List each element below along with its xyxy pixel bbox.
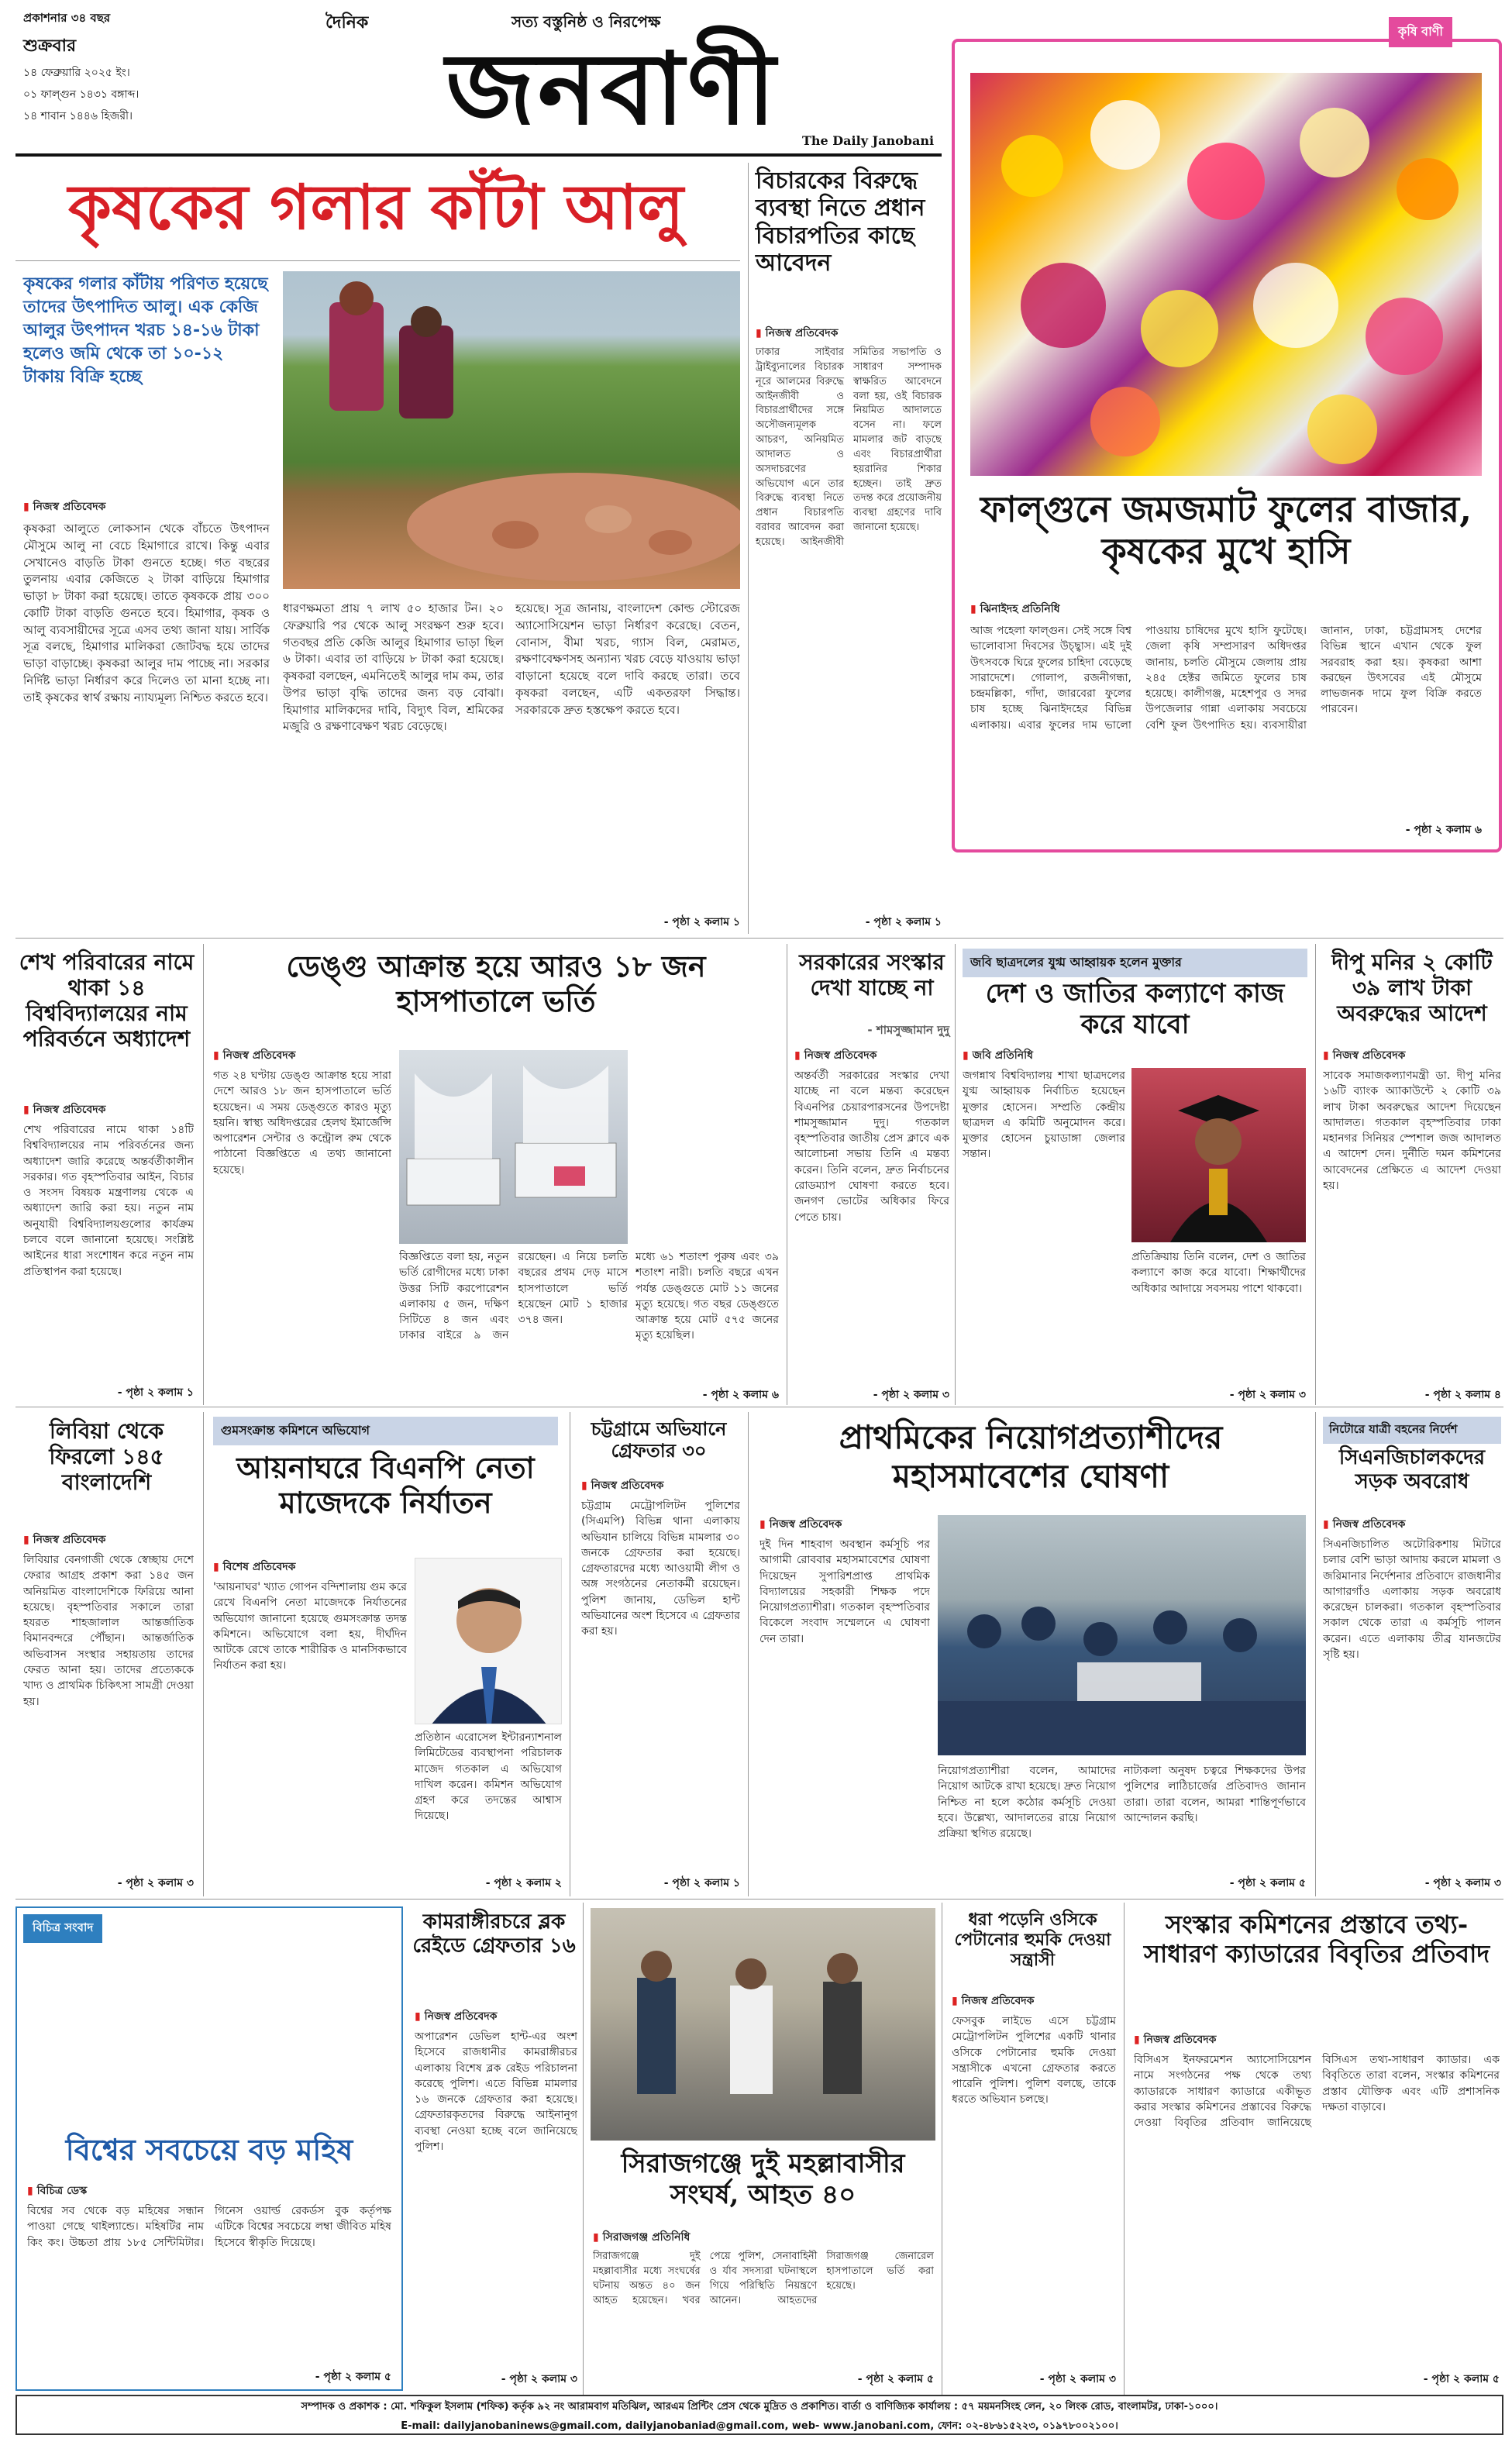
cng-headline: সিএনজিচালকদের সড়ক অবরোধ [1338,1446,1486,1493]
dipu-body: সাবেক সমাজকল্যাণমন্ত্রী ডা. দীপু মনির ১৬টি ব্যাংক অ্যাকাউন্টে ২ কোটি ৩৯ লাখ টাকা অবরুদ্ধের আদেশ দিয়েছেন আদালত। গতকাল বৃহস্পতিবার ঢাকা মহানগর সিনিয়র স্পেশাল জজ আদালত এ আদেশ দেন। দুর্নীতি দমন কমিশনের আবেদনের প্রেক্ষিতে এ আদেশ দেওয়া হয়। [1323,1069,1501,1193]
publication-year: প্রকাশনার ৩৪ বছর [23,11,111,25]
graduate-figure-graphic [1131,1068,1306,1242]
libya-more[interactable]: - পৃষ্ঠা ২ কলাম ৩ [117,1877,194,1889]
jobi-body-1: জগন্নাথ বিশ্ববিদ্যালয় শাখা ছাত্রদলের যুগ্ম আহ্বায়ক নির্বাচিত হয়েছেন মুক্তার হোসেন। সম্প্রতি কেন্দ্রীয় ছাত্রদল এ কমিটি অনুমোদন করে। মুক্তার হোসেন চুয়াডাঙ্গা জেলার সন্তান। [963,1069,1125,1161]
jobi-more[interactable]: - পৃষ্ঠা ২ কলাম ৩ [1229,1389,1306,1401]
sheikh-more[interactable]: - পৃষ্ঠা ২ কলাম ১ [117,1386,194,1399]
bichitro-body: বিশ্বের সব থেকে বড় মহিষের সন্ধান পাওয়া গেছে থাইল্যান্ডে। মহিষটির নাম কিং কং। উচ্চতা প্রায় ১৮৫ সেন্টিমিটার। গিনেস ওয়ার্ল্ড রেকর্ডস বুক কর্তৃপক্ষ এটিকে বিশ্বের সবচেয়ে লম্বা জীবিত মহিষ হিসেবে স্বীকৃতি দিয়েছে। [27,2205,391,2249]
potato-field-photo [283,271,740,589]
hospital-beds-graphic [399,1050,628,1244]
libya-byline: ▮ নিজস্ব প্রতিবেদক [23,1531,105,1549]
divider-threat-cadre [1124,1903,1125,2395]
divider-ctg-primary [748,1412,749,1896]
row-rule-1 [15,938,1503,939]
dengue-body-1: গত ২৪ ঘণ্টায় ডেঙ্গু আক্রান্ত হয়ে সারা দেশে আরও ১৮ জন হাসপাতালে ভর্তি হয়েছেন। এ সময় ডেঙ্গুতে কারও মৃত্যু হয়নি। স্বাস্থ্য অধিদপ্তরের হেলথ ইমার্জেন্সি অপারেশন সেন্টার ও কন্ট্রোল রুম থেকে পাঠানো বিজ্ঞপ্তিতে এ তথ্য জানানো হয়েছে। [213,1069,391,1176]
ayna-headline: আয়নাঘরে বিএনপি নেতা মাজেদকে নির্যাতন [236,1450,535,1520]
english-title: The Daily Janobani [802,133,935,148]
primary-body-1: দুই দিন শাহবাগ অবস্থান কর্মসূচি পর আগামী রোববার মহাসমাবেশের ঘোষণা দিয়েছেন সুপারিশপ্রাপ্ত প্রাথমিক বিদ্যালয়ের সহকারী শিক্ষক পদে নিয়োগপ্রত্যাশীরা। গতকাল বৃহস্পতিবার বিকেলে সংবাদ সম্মেলনে এ ঘোষণা দেন তারা। [759,1538,930,1645]
slogan: সত্য বস্তুনিষ্ঠ ও নিরপেক্ষ [511,12,661,31]
imprint-line-1: সম্পাদক ও প্রকাশক : মো. শফিকুল ইসলাম (শফিক) কর্তৃক ৯২ নং আরামবাগ মতিঝিল, আরএম প্রিন্টিং প্রেস থেকে মুদ্রিত ও প্রকাশিত। বার্তা ও বাণিজ্যিক কার্যালয় : ৫৭ ময়মনসিংহ লেন, ২০ লিংক রোড, বাংলামটর, ঢাকা-১০০০। [301,2401,1218,2413]
divider-sheikh-dengue [203,944,204,1405]
ctg-body: চট্টগ্রাম মেট্রোপলিটন পুলিশের (সিএমপি) বিভিন্ন থানা এলাকায় অভিযান চালিয়ে বিভিন্ন মামলার ৩০ জনকে গ্রেফতার করা হয়েছে। গ্রেফতারদের মধ্যে আওয়ামী লীগ ও অঙ্গ সংগঠনের নেতাকর্মী রয়েছেন। পুলিশ জানায়, ডেভিল হান্ট অভিযানের অংশ হিসেবে এ গ্রেফতার করা হয়। [581,1500,740,1638]
divider-reform-jobi [955,944,956,1405]
primary-headline: প্রাথমিকের নিয়োগপ্রত্যাশীদের মহাসমাবেশের ঘোষণা [839,1418,1223,1495]
ayna-more[interactable]: - পৃষ্ঠা ২ কলাম ২ [485,1877,562,1889]
jobi-label: জবি ছাত্রদলের যুগ্ম আহ্বায়ক হলেন মুক্তার [963,949,1307,977]
bichitro-headline: বিশ্বের সবচেয়ে বড় মহিষ [65,2132,353,2167]
graduate-photo [1131,1068,1306,1242]
sirajganj-clash-photo [591,1908,935,2141]
reform-headline: সরকারের সংস্কার দেখা যাচ্ছে না [799,949,945,1001]
jobi-byline: ▮ জবি প্রতিনিধি [963,1046,1033,1065]
lead-body-2: ধারণক্ষমতা প্রায় ৭ লাখ ৫০ হাজার টন। ২০ ফেব্রুয়ারি পর থেকে আলু সংরক্ষণ শুরু হবে। গতবছর প্রতি কেজি আলুর হিমাগার ভাড়া ছিল ৬ টাকা। এবার তা বাড়িয়ে ৮ টাকা করা হয়েছে। কৃষকরা বলছেন, এমনিতেই আলুর দাম কম, তার উপর ভাড়া বৃদ্ধি তাদের জন্য বড় বোঝা। হিমাগার মালিকদের দাবি, বিদ্যুৎ বিল, শ্রমিকের মজুরি ও রক্ষণাবেক্ষণ খরচ বেড়েছে। [283,601,504,734]
judge-byline: ▮ নিজস্ব প্রতিবেদক [756,324,838,343]
sheikh-body: শেখ পরিবারের নামে থাকা ১৪টি বিশ্ববিদ্যালয়ের নাম পরিবর্তনের জন্য অধ্যাদেশ জারি করেছে অন্তর্বর্তীকালীন সরকার। গত বৃহস্পতিবার আইন, বিচার ও সংসদ বিষয়ক মন্ত্রণালয় থেকে এ অধ্যাদেশ জারি করা হয়। নতুন নাম অনুযায়ী বিশ্ববিদ্যালয়গুলোর কার্যক্রম চলবে বলে জানানো হয়েছে। সংশ্লিষ্ট আইনের ধারা সংশোধন করে নতুন নাম প্রতিস্থাপন করা হয়েছে। [23,1124,194,1278]
portrait-figure-graphic [415,1559,562,1724]
lead-body-1: কৃষকরা আলুতে লোকসান থেকে বাঁচতে উৎপাদন মৌসুমে আলু না বেচে হিমাগারে রাখে। কিন্তু এবার সেখানেও বাড়তি টাকা গুনতে হচ্ছে। গত বছরের তুলনায় এবার কেজিতে ২ টাকা বাড়িয়ে হিমাগার ভাড়া ৮ টাকা করা হয়েছে। তাতে কৃষককে প্রায় ৩০০ কোটি টাকা বাড়তি গুনতে হবে। হিমাগার, কৃষক ও আলু ব্যবসায়ীদের সূত্রে এসব তথ্য জানা যায়। সার্বিক সূত্র বলছে, হিমাগার মালিকরা জোটবদ্ধ হয়ে তাদের ভাড়া বাড়াচ্ছে। কৃষকরা আলুর দাম পাচ্ছে না। সরকার নির্দিষ্ট ভাড়া নির্ধারণ করে দিলেও তা মানা হচ্ছে না। তাই কৃষকের স্বার্থ রক্ষায় ন্যায্যমূল্য নিশ্চিত করতে হবে। [23,522,270,704]
dipu-byline: ▮ নিজস্ব প্রতিবেদক [1323,1046,1405,1065]
reform-byline: ▮ নিজস্ব প্রতিবেদক [794,1046,877,1065]
date-english: ১৪ ফেব্রুয়ারি ২০২৫ ইং। [23,67,130,79]
divider-libya-ayna [203,1412,204,1896]
lead-body-3: হয়েছে। সূত্র জানায়, বাংলাদেশ কোল্ড স্টোরেজ অ্যাসোসিয়েশন ভাড়া নির্ধারণ করেছে। বেতন, বোনাস, বীমা খরচ, গ্যাস বিল, মেরামত, রক্ষণাবেক্ষণসহ অন্যান্য খরচ বেড়ে যাওয়ায় ভাড়া বাড়ানো হয়েছে বলে দাবি করছে তারা। তবে কৃষকরা বলছেন, এটি একতরফা সিদ্ধান্ত। সরকারকে দ্রুত হস্তক্ষেপ করতে হবে। [515,601,740,717]
jobi-headline: দেশ ও জাতির কল্যাণে কাজ করে যাবো [985,978,1285,1041]
threat-headline: ধরা পড়েনি ওসিকে পেটানোর হুমকি দেওয়া সন্ত্রাসী [954,1910,1111,1970]
dengue-body-3: মধ্যে ৬১ শতাংশ পুরুষ এবং ৩৯ শতাংশ নারী। চলতি বছরে এখন পর্যন্ত ডেঙ্গুতে মোট ১১ জনের মৃত্যু হয়েছে। গত বছর ডেঙ্গুতে আক্রান্ত হয়ে মোট ৫৭৫ জনের মৃত্যু হয়েছিল। [635,1251,779,1342]
lead-headline: কৃষকের গলার কাঁটা আলু [68,170,684,243]
judge-body: ঢাকার সাইবার ট্রাইব্যুনালের বিচারক নূরে আলমের বিরুদ্ধে আইনজীবী ও বিচারপ্রার্থীদের সঙ্গে অসৌজন্যমূলক আচরণ, অনিয়মিত আদালত ও অসদাচরণের অভিযোগ এনে তার বিরুদ্ধে ব্যবস্থা নিতে প্রধান বিচারপতি বরাবর আবেদন করা হয়েছে। আইনজীবী সমিতির সভাপতি ও সাধারণ সম্পাদক স্বাক্ষরিত আবেদনে বলা হয়, ওই বিচারক নিয়মিত আদালতে বসেন না। ফলে মামলার জট বাড়ছে এবং বিচারপ্রার্থীরা হয়রানির শিকার হচ্ছেন। তাই দ্রুত তদন্ত করে প্রয়োজনীয় ব্যবস্থা গ্রহণের দাবি জানানো হয়েছে। [756,346,942,548]
protest-photo [938,1515,1306,1755]
lead-more[interactable]: - পৃষ্ঠা ২ কলাম ১ [663,916,740,928]
threat-more[interactable]: - পৃষ্ঠা ২ কলাম ৩ [1039,2373,1116,2385]
ctg-byline: ▮ নিজস্ব প্রতিবেদক [581,1476,663,1495]
bichitro-more[interactable]: - পৃষ্ঠা ২ কলাম ৫ [315,2371,391,2383]
dengue-body-2: বিজ্ঞপ্তিতে বলা হয়, নতুন ভর্তি রোগীদের মধ্যে ঢাকা উত্তর সিটি করপোরেশন এলাকায় ৫ জন, দক্ষিণ সিটিতে ৪ জন এবং ঢাকার বাইরে ৯ জন রয়েছেন। এ নিয়ে চলতি বছরের প্রথম দেড় মাসে হাসপাতালে ভর্তি হয়েছেন মোট ১ হাজার ৩৭৪ জন। [399,1251,628,1342]
brand-prefix: দৈনিক [325,13,369,33]
divider-jobi-dipu [1315,944,1316,1405]
krishi-more[interactable]: - পৃষ্ঠা ২ কলাম ৬ [1405,824,1482,836]
lead-summary: কৃষকের গলার কাঁটায় পরিণত হয়েছে তাদের উৎপাদিত আলু। এক কেজি আলুর উৎপাদন খরচ ১৪-১৬ টাকা হলেও জমি থেকে তা ১০-১২ টাকায় বিক্রি হচ্ছে [23,274,268,387]
cadre-body: বিসিএস ইনফরমেশন অ্যাসোসিয়েশন নামে সংগঠনের পক্ষ থেকে তথ্য ক্যাডারকে সাধারণ ক্যাডারে একীভূত করার সংস্কার কমিশনের প্রস্তাবের বিরুদ্ধে দেওয়া বিবৃতির প্রতিবাদ জানিয়েছে বিসিএস তথ্য-সাধারণ ক্যাডার। এক বিবৃতিতে তারা বলেন, সংস্কার কমিশনের প্রস্তাব যৌক্তিক এবং এটি প্রশাসনিক দক্ষতা বাড়াবে। [1134,2054,1500,2130]
bichitro-byline: ▮ বিচিত্র ডেস্ক [27,2182,87,2200]
dengue-more[interactable]: - পৃষ্ঠা ২ কলাম ৬ [702,1389,779,1401]
date-bangla: ০১ ফাল্গুন ১৪৩১ বঙ্গাব্দ। [23,88,139,101]
krishi-headline: ফাল্গুনে জমজমাট ফুলের বাজার, কৃষকের মুখে হাসি [980,488,1472,573]
row-rule-3 [15,1899,1503,1900]
police-crowd-graphic [938,1515,1306,1755]
divider-primary-cng [1315,1412,1316,1896]
judge-more[interactable]: - পৃষ্ঠা ২ কলাম ১ [865,916,942,928]
weekday: শুক্রবার [23,36,77,56]
kamrangir-more[interactable]: - পৃষ্ঠা ২ কলাম ৩ [501,2373,577,2385]
ayna-label: গুমসংক্রান্ত কমিশনে অভিযোগ [213,1417,558,1445]
siraj-byline: ▮ সিরাজগঞ্জ প্রতিনিধি [593,2228,690,2247]
ctg-more[interactable]: - পৃষ্ঠা ২ কলাম ১ [663,1877,740,1889]
cng-label: নিটোরে যাত্রী বহনের নির্দেশ [1323,1417,1501,1444]
cng-more[interactable]: - পৃষ্ঠা ২ কলাম ৩ [1424,1877,1501,1889]
primary-body-2: নিয়োগপ্রত্যাশীরা বলেন, আমাদের নিয়োগ আটকে রাখা হয়েছে। দ্রুত নিয়োগ নিশ্চিত না হলে কঠোর কর্মসূচি দেওয়া হবে। উল্লেখ্য, আদালতের রায়ে নিয়োগ প্রক্রিয়া স্থগিত রয়েছে। [938,1765,1116,1841]
threat-body: ফেসবুক লাইভে এসে চট্টগ্রাম মেট্রোপলিটন পুলিশের একটি থানার ওসিকে পেটানোর হুমকি দেওয়া সন্ত্রাসীকে এখনো গ্রেফতার করতে পারেনি পুলিশ। পুলিশ বলছে, তাকে ধরতে অভিযান চলছে। [952,2015,1116,2106]
cadre-more[interactable]: - পৃষ্ঠা ২ কলাম ৫ [1423,2373,1500,2385]
kamrangir-headline: কামরাঙ্গীরচরে ব্লক রেইডে গ্রেফতার ১৬ [412,1910,576,1958]
jobi-body-2: প্রতিক্রিয়ায় তিনি বলেন, দেশ ও জাতির কল্যাণে কাজ করে যাবো। শিক্ষার্থীদের অধিকার আদায়ে সবসময় পাশে থাকবো। [1131,1251,1306,1295]
masthead-rule [15,153,942,157]
siraj-more[interactable]: - পৃষ্ঠা ২ কলাম ৫ [857,2373,934,2385]
ayna-byline: ▮ বিশেষ প্রতিবেদক [213,1558,295,1576]
primary-more[interactable]: - পৃষ্ঠা ২ কলাম ৫ [1229,1877,1306,1889]
section-tag-bichitro: বিচিত্র সংবাদ [23,1914,102,1943]
primary-body-3: নাট্যকলা অনুষদ চত্বরে শিক্ষকদের উপর পুলিশের লাঠিচার্জের প্রতিবাদও জানান তারা। তারা বলেন, আমরা শান্তিপূর্ণভাবে আন্দোলন করছি। [1124,1765,1306,1824]
cadre-headline: সংস্কার কমিশনের প্রস্তাবে তথ্য-সাধারণ ক্যাডারের বিবৃতির প্রতিবাদ [1143,1910,1490,1968]
krishi-byline: ▮ ঝিনাইদহ প্রতিনিধি [970,600,1060,618]
ayna-body-1: 'আয়নাঘর' খ্যাত গোপন বন্দিশালায় গুম করে রেখে বিএনপি নেতা মাজেদকে নির্যাতনের অভিযোগ জানানো হয়েছে গুমসংক্রান্ত তদন্ত কমিশনে। অভিযোগে বলা হয়, দীর্ঘদিন আটকে রেখে তাকে শারীরিক ও মানসিকভাবে নির্যাতন করা হয়। [213,1581,407,1672]
majed-portrait [415,1558,562,1724]
divider-lead-judge [748,163,749,934]
dengue-byline: ▮ নিজস্ব প্রতিবেদক [213,1046,295,1065]
divider-kamrangir-siraj [583,1903,584,2395]
krishi-box [952,24,1502,852]
lead-byline: ▮ নিজস্ব প্রতিবেদক [23,498,105,516]
reform-author: - শামসুজ্জামান দুদু [867,1023,949,1037]
primary-byline: ▮ নিজস্ব প্রতিবেদক [759,1515,842,1534]
flower-market-photo [970,73,1482,476]
date-hijri: ১৪ শাবান ১৪৪৬ হিজরী। [23,110,133,122]
cng-body: সিএনজিচালিত অটোরিকশায় মিটারে চলার বেশি ভাড়া আদায় করলে মামলা ও জরিমানার নির্দেশনার প্রতিবাদে রাজধানীর আগারগাঁও এলাকায় সড়ক অবরোধ করেছেন চালকরা। গতকাল বৃহস্পতিবার সকাল থেকে তারা এ কর্মসূচি পালন করেন। এতে এলাকায় তীব্র যানজটের সৃষ্টি হয়। [1323,1538,1501,1662]
logo: জনবাণী [446,31,779,147]
siraj-headline: সিরাজগঞ্জে দুই মহল্লাবাসীর সংঘর্ষ, আহত ৪০ [621,2148,905,2211]
imprint-line-2: E-mail: dailyjanobaninews@gmail.com, dailyjanobaniad@gmail.com, web- www.janobani.com, ফোন: ০২-৪৮৬১৫২২৩, ০১৯৭৮০০২১০০। [401,2420,1118,2432]
cadre-byline: ▮ নিজস্ব প্রতিবেদক [1134,2030,1216,2049]
crowd-police-graphic [591,1908,935,2141]
kamrangir-body: অপারেশন ডেভিল হান্ট-এর অংশ হিসেবে রাজধানীর কামরাঙ্গীরচর এলাকায় বিশেষ ব্লক রেইড পরিচালনা করেছে পুলিশ। এতে বিভিন্ন মামলার ১৬ জনকে গ্রেফতার করা হয়েছে। গ্রেফতারকৃতদের বিরুদ্ধে আইনানুগ ব্যবস্থা নেওয়া হচ্ছে বলে জানিয়েছে পুলিশ। [415,2030,577,2154]
libya-body: লিবিয়ার বেনগাজী থেকে স্বেচ্ছায় দেশে ফেরার আগ্রহ প্রকাশ করা ১৪৫ জন অনিয়মিত বাংলাদেশিকে ফিরিয়ে আনা হয়েছে। বৃহস্পতিবার সকালে তারা হযরত শাহজালাল আন্তর্জাতিক বিমানবন্দরে পৌঁছান। আন্তর্জাতিক অভিবাসন সংস্থার সহায়তায় তাদের ফেরত আনা হয়। তাদের প্রত্যেককে খাদ্য ও প্রাথমিক চিকিৎসা সামগ্রী দেওয়া হয়। [23,1554,194,1708]
libya-headline: লিবিয়া থেকে ফিরলো ১৪৫ বাংলাদেশি [49,1418,164,1496]
reform-more[interactable]: - পৃষ্ঠা ২ কলাম ৩ [873,1389,949,1401]
threat-byline: ▮ নিজস্ব প্রতিবেদক [952,1992,1034,2010]
reform-body: অন্তর্বর্তী সরকারের সংস্কার দেখা যাচ্ছে না বলে মন্তব্য করেছেন বিএনপির চেয়ারপারসনের উপদেষ্টা শামসুজ্জামান দুদু। গতকাল বৃহস্পতিবার জাতীয় প্রেস ক্লাবে এক আলোচনা সভায় তিনি এ মন্তব্য করেন। তিনি বলেন, দ্রুত নির্বাচনের রোডম্যাপ ঘোষণা করতে হবে। জনগণ ভোটের অধিকার ফিরে পেতে চায়। [794,1069,949,1224]
flower-bouquets-graphic [970,73,1482,476]
dengue-headline: ডেঙ্গু আক্রান্ত হয়ে আরও ১৮ জন হাসপাতালে ভর্তি [286,949,706,1018]
section-tag-krishi: কৃষি বাণী [1389,17,1452,47]
krishi-body: আজ পহেলা ফাল্গুন। সেই সঙ্গে বিশ্ব ভালোবাসা দিবসের উচ্ছ্বাস। এই দুই উৎসবকে ঘিরে ফুলের চাহিদা বেড়েছে সারাদেশে। গোলাপ, রজনীগন্ধা, চন্দ্রমল্লিকা, গাঁদা, জারবেরা ফুলের চাষ হচ্ছে ঝিনাইদহের বিভিন্ন এলাকায়। এবার ফুলের দাম ভালো পাওয়ায় চাষিদের মুখে হাসি ফুটেছে। জেলা কৃষি সম্প্রসারণ অধিদপ্তর জানায়, চলতি মৌসুমে জেলায় প্রায় ২৪৫ হেক্টর জমিতে ফুলের চাষ হয়েছে। কালীগঞ্জ, মহেশপুর ও সদর উপজেলার গান্না এলাকায় সবচেয়ে বেশি ফুল উৎপাদিত হয়। ব্যবসায়ীরা জানান, ঢাকা, চট্টগ্রামসহ দেশের বিভিন্ন স্থানে এখান থেকে ফুল সরবরাহ করা হয়। কৃষকরা আশা করছেন উৎসবের এই মৌসুমে লাভজনক দামে ফুল বিক্রি করতে পারবেন। [970,625,1482,732]
sheikh-headline: শেখ পরিবারের নামে থাকা ১৪ বিশ্ববিদ্যালয়ের নাম পরিবর্তনে অধ্যাদেশ [19,949,195,1052]
ayna-body-2: প্রতিষ্ঠান এরোসেল ইন্টারন্যাশনাল লিমিটেডের ব্যবস্থাপনা পরিচালক মাজেদ গতকাল এ অভিযোগ দাখিল করেন। কমিশন অভিযোগ গ্রহণ করে তদন্তের আশ্বাস দিয়েছে। [415,1731,562,1823]
dipu-more[interactable]: - পৃষ্ঠা ২ কলাম ৪ [1424,1389,1501,1401]
sheikh-byline: ▮ নিজস্ব প্রতিবেদক [23,1100,105,1119]
cng-byline: ▮ নিজস্ব প্রতিবেদক [1323,1515,1405,1534]
imprint-footer [15,2395,1503,2435]
farmers-harvesting-graphic [283,271,740,589]
dipu-headline: দীপু মনির ২ কোটি ৩৯ লাখ টাকা অবরুদ্ধের আদেশ [1331,949,1493,1027]
judge-headline: বিচারকের বিরুদ্ধে ব্যবস্থা নিতে প্রধান বিচারপতির কাছে আবেদন [756,167,925,277]
ctg-headline: চট্টগ্রামে অভিযানে গ্রেফতার ৩০ [591,1417,727,1462]
kamrangir-byline: ▮ নিজস্ব প্রতিবেদক [415,2007,497,2026]
masthead [0,0,945,155]
siraj-body: সিরাজগঞ্জে দুই মহল্লাবাসীর মধ্যে সংঘর্ষের ঘটনায় অন্তত ৪০ জন আহত হয়েছেন। খবর পেয়ে পুলিশ, সেনাবাহিনী ও র্যাব সদস্যরা ঘটনাস্থলে গিয়ে পরিস্থিতি নিয়ন্ত্রণে আনেন। আহতদের সিরাজগঞ্জ জেনারেল হাসপাতালে ভর্তি করা হয়েছে। [593,2251,934,2306]
lead-rule [15,260,740,261]
dengue-hospital-photo [399,1050,628,1244]
